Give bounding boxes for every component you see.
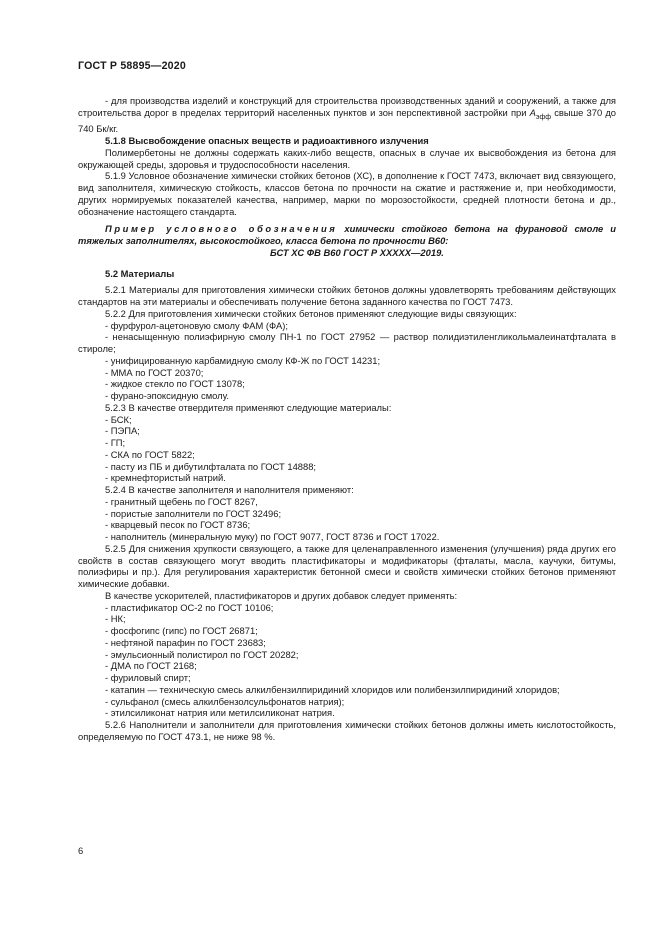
list-item: - кварцевый песок по ГОСТ 8736; [105, 519, 251, 531]
list-item: - ненасыщенную полиэфирную смолу ПН-1 по ГОСТ 27952 — раствор полидиэтиленгликольмалеинатфталата в стироле; [78, 331, 616, 355]
section-5-1-9-text: 5.1.9 Условное обозначение химически стойких бетонов (ХС), в дополнение к ГОСТ 7473, включает вид связующего, вид заполнителя, химическую стойкость, классов бетона по прочности на сжатие и растяжение и, при необходимости, других нормируемых показателей качества, например, марки по морозостойкости, средней плотности бетона и др., обозначение настоящего стандарта. [78, 170, 616, 217]
section-5-2-1-text: 5.2.1 Материалы для приготовления химически стойких бетонов должны удовлетворять требованиям действующих стандартов на эти материалы и обеспечивать получение бетона заданного качества по ГОСТ 7473. [78, 284, 616, 308]
document-body [78, 95, 616, 743]
section-5-2-3-text: 5.2.3 В качестве отвердителя применяют следующие материалы: [105, 401, 392, 413]
example-label: Пример условного обозначения [105, 223, 338, 235]
document-header: ГОСТ Р 58895—2020 [78, 60, 186, 72]
list-item: - фосфогипс (гипс) по ГОСТ 26871; [105, 625, 258, 637]
list-item: - жидкое стекло по ГОСТ 13078; [105, 378, 245, 390]
list-item: - ДМА по ГОСТ 2168; [105, 660, 197, 672]
list-item: - фуриловый спирт; [105, 672, 191, 684]
list-item: - гранитный щебень по ГОСТ 8267, [105, 495, 258, 507]
section-5-2-5-text2: В качестве ускорителей, пластификаторов и других добавок следует применять: [105, 589, 458, 601]
section-5-2-6-text: 5.2.6 Наполнители и заполнители для приготовления химически стойких бетонов должны иметь кислотостойкость, определяемую по ГОСТ 473.1, не ниже 98 %. [78, 719, 616, 742]
list-item: - пластификатор ОС-2 по ГОСТ 10106; [105, 601, 274, 613]
list-item: - БСК; [105, 413, 132, 425]
section-5-1-8-text: Полимербетоны не должны содержать каких-либо веществ, опасных в случае их высвобождения из бетона для окружающей среды, здоровья и трудоспособности населения. [78, 146, 616, 170]
list-item: - фурано-эпоксидную смолу. [105, 390, 229, 402]
list-item: - кремнефтористый натрий. [105, 472, 226, 484]
list-item: - наполнитель (минеральную муку) по ГОСТ 9077, ГОСТ 8736 и ГОСТ 17022. [105, 531, 440, 543]
section-5-2-5-text: 5.2.5 Для снижения хрупкости связующего, а также для целенаправленного изменения (улучшения) ряда других его свойств в состав связующего могут вводить пластификаторы и модификаторы (фталаты, масла, каучуки, битумы, полиэфиры и пр.). Для регулирования характеристик бетонной смеси и свойств химически стойких бетонов применяют химические добавки. [78, 542, 616, 590]
list-item: - эмульсионный полистирол по ГОСТ 20282; [105, 648, 299, 660]
list-item: - ПЭПА; [105, 425, 140, 437]
activity-symbol: A [529, 106, 536, 118]
example-formula: БСТ ХС ФВ В60 ГОСТ Р XXXXX—2019. [270, 246, 444, 258]
list-item: - пасту из ПБ и дибутилфталата по ГОСТ 14888; [105, 460, 317, 472]
intro-paragraph: - для производства изделий и конструкций для строительства производственных зданий и сооружений, а также для строительства дорог в пределах территорий населенных пунктов и зон перспективной застройки при $A_{эфф}$ свыше 370 до 740 Бк/кг. [78, 95, 617, 135]
list-item: - СКА по ГОСТ 5822; [105, 448, 195, 460]
page-number: 6 [78, 845, 84, 856]
list-item: - фурфурол-ацетоновую смолу ФАМ (ФА); [105, 319, 288, 331]
list-item: - унифицированную карбамидную смолу КФ-Ж по ГОСТ 14231; [105, 354, 381, 366]
list-item: - пористые заполнители по ГОСТ 32496; [105, 507, 282, 519]
list-item: - этилсиликонат натрия или метилсиликонат натрия. [105, 707, 335, 719]
section-5-2-4-text: 5.2.4 В качестве заполнителя и наполнителя применяют: [105, 484, 354, 496]
example-paragraph [78, 223, 616, 247]
example-text: химически стойкого бетона на фурановой смоле и тяжелых заполнителях, высокостойкого, класса бетона по прочности В60: [78, 223, 616, 247]
section-5-1-8-heading: 5.1.8 Высвобождение опасных веществ и радиоактивного излучения [105, 135, 429, 147]
list-item: - катапин — техническую смесь алкилбензилпиридиний хлоридов или полибензилпиридиний хлоридов; [105, 683, 560, 695]
section-5-2-2-text: 5.2.2 Для приготовления химически стойких бетонов применяют следующие виды связующих: [105, 307, 517, 319]
activity-subscript: эфф [535, 113, 552, 121]
list-item: - ММА по ГОСТ 20370; [105, 366, 204, 378]
section-5-2-heading: 5.2 Материалы [105, 267, 175, 279]
list-item: - сульфанол (смесь алкилбензолсульфонатов натрия); [105, 695, 345, 707]
list-item: - ГП; [105, 437, 126, 449]
list-item: - нефтяной парафин по ГОСТ 23683; [105, 636, 266, 648]
list-item: - НК; [105, 613, 126, 625]
